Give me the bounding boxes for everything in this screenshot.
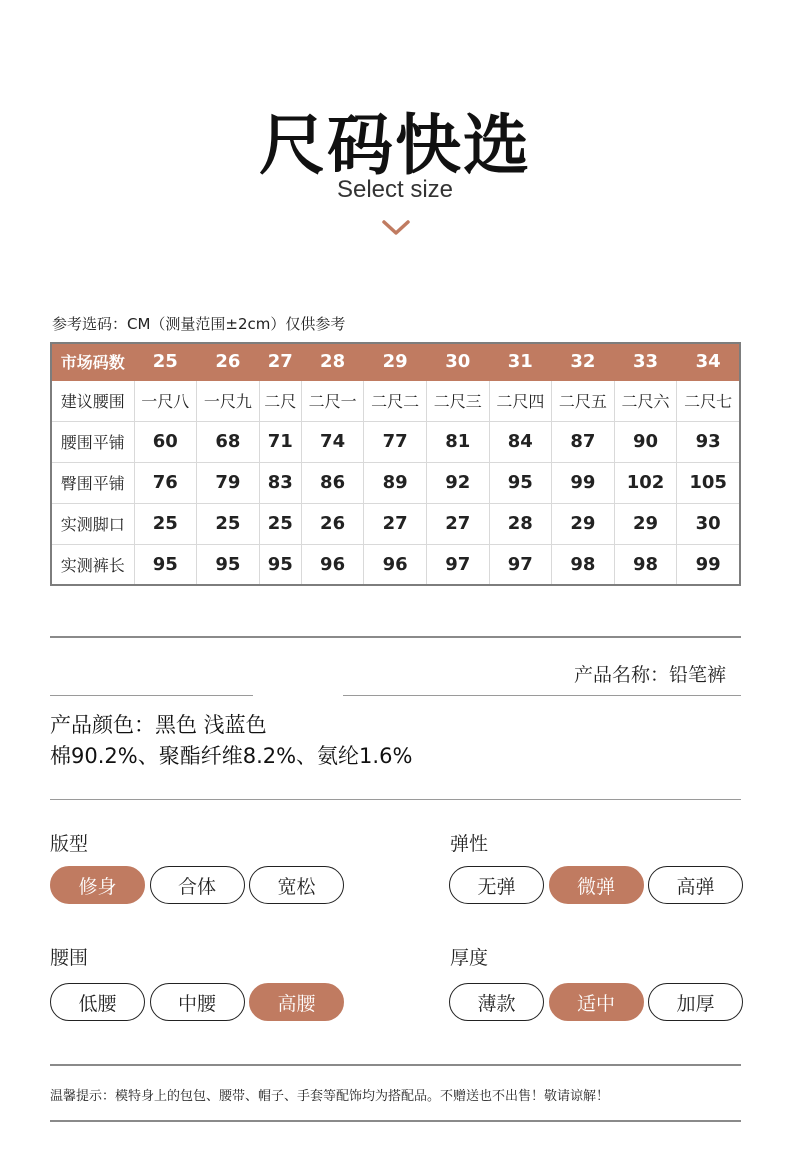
table-cell: 二尺四 xyxy=(489,380,552,421)
table-cell: 102 xyxy=(614,462,677,503)
table-row xyxy=(51,421,740,462)
table-cell: 60 xyxy=(134,421,197,462)
divider xyxy=(50,636,741,638)
waist-label: 腰围 xyxy=(50,947,89,969)
fit-option-pill[interactable]: 宽松 xyxy=(249,866,344,904)
table-cell: 25 xyxy=(197,503,260,544)
table-cell: 98 xyxy=(552,544,615,585)
size-header-cell: 29 xyxy=(364,343,427,380)
row-label: 建议腰围 xyxy=(51,380,134,421)
waist-option-pill[interactable]: 中腰 xyxy=(150,983,245,1021)
table-cell: 29 xyxy=(614,503,677,544)
divider xyxy=(50,799,741,800)
size-header-cell: 33 xyxy=(614,343,677,380)
table-cell: 89 xyxy=(364,462,427,503)
product-name: 产品名称：铅笔裤 xyxy=(573,664,726,686)
table-cell: 76 xyxy=(134,462,197,503)
table-cell: 86 xyxy=(301,462,364,503)
size-header-cell: 30 xyxy=(426,343,489,380)
fit-option-pill[interactable]: 合体 xyxy=(150,866,245,904)
table-cell: 99 xyxy=(552,462,615,503)
table-cell: 87 xyxy=(552,421,615,462)
product-material: 棉90.2%、聚酯纤维8.2%、氨纶1.6% xyxy=(50,744,413,768)
table-cell: 二尺二 xyxy=(364,380,427,421)
size-header-cell: 34 xyxy=(677,343,740,380)
table-row xyxy=(51,503,740,544)
footer-tip: 温馨提示：模特身上的包包、腰带、帽子、手套等配饰均为搭配品。不赠送也不出售！敬请谅解！ xyxy=(50,1089,610,1104)
table-cell: 27 xyxy=(426,503,489,544)
table-cell: 90 xyxy=(614,421,677,462)
divider xyxy=(50,1120,741,1122)
table-cell: 27 xyxy=(364,503,427,544)
table-cell: 95 xyxy=(197,544,260,585)
elasticity-option-pill[interactable]: 无弹 xyxy=(449,866,544,904)
table-cell: 二尺一 xyxy=(301,380,364,421)
elasticity-option-pill[interactable]: 高弹 xyxy=(648,866,743,904)
table-cell: 93 xyxy=(677,421,740,462)
table-cell: 二尺 xyxy=(259,380,301,421)
table-cell: 97 xyxy=(489,544,552,585)
table-row xyxy=(51,462,740,503)
table-cell: 30 xyxy=(677,503,740,544)
row-label: 腰围平铺 xyxy=(51,421,134,462)
table-cell: 96 xyxy=(364,544,427,585)
table-cell: 一尺八 xyxy=(134,380,197,421)
table-cell: 二尺五 xyxy=(552,380,615,421)
size-header-cell: 26 xyxy=(197,343,260,380)
page-title: 尺码快选 xyxy=(259,107,531,184)
waist-option-pill[interactable]: 高腰 xyxy=(249,983,344,1021)
table-cell: 25 xyxy=(134,503,197,544)
table-cell: 25 xyxy=(259,503,301,544)
table-cell: 26 xyxy=(301,503,364,544)
elasticity-option-pill[interactable]: 微弹 xyxy=(549,866,644,904)
waist-option-pill[interactable]: 低腰 xyxy=(50,983,145,1021)
chevron-down-icon xyxy=(381,218,411,238)
fit-label: 版型 xyxy=(50,833,89,855)
row-label: 实测裤长 xyxy=(51,544,134,585)
thickness-label: 厚度 xyxy=(450,947,489,969)
table-cell: 95 xyxy=(489,462,552,503)
size-header-label: 市场码数 xyxy=(51,343,134,380)
size-reference-note: 参考选码：CM（测量范围±2cm）仅供参考 xyxy=(52,315,346,333)
table-cell: 一尺九 xyxy=(197,380,260,421)
table-cell: 99 xyxy=(677,544,740,585)
table-cell: 92 xyxy=(426,462,489,503)
table-cell: 95 xyxy=(134,544,197,585)
table-cell: 81 xyxy=(426,421,489,462)
table-cell: 105 xyxy=(677,462,740,503)
table-row xyxy=(51,544,740,585)
table-cell: 98 xyxy=(614,544,677,585)
table-cell: 77 xyxy=(364,421,427,462)
size-header-cell: 31 xyxy=(489,343,552,380)
table-cell: 96 xyxy=(301,544,364,585)
thickness-option-pill[interactable]: 适中 xyxy=(549,983,644,1021)
size-header-cell: 27 xyxy=(259,343,301,380)
product-colors: 产品颜色：黑色 浅蓝色 xyxy=(50,713,267,737)
thickness-option-pill[interactable]: 加厚 xyxy=(648,983,743,1021)
size-header-cell: 28 xyxy=(301,343,364,380)
divider xyxy=(50,1064,741,1066)
row-label: 臀围平铺 xyxy=(51,462,134,503)
divider xyxy=(50,695,253,696)
size-table-header-row xyxy=(51,343,740,380)
table-cell: 95 xyxy=(259,544,301,585)
table-cell: 二尺三 xyxy=(426,380,489,421)
fit-option-pill[interactable]: 修身 xyxy=(50,866,145,904)
table-row xyxy=(51,380,740,421)
table-cell: 71 xyxy=(259,421,301,462)
table-cell: 74 xyxy=(301,421,364,462)
table-cell: 28 xyxy=(489,503,552,544)
table-cell: 84 xyxy=(489,421,552,462)
thickness-option-pill[interactable]: 薄款 xyxy=(449,983,544,1021)
size-header-cell: 25 xyxy=(134,343,197,380)
table-cell: 97 xyxy=(426,544,489,585)
size-header-cell: 32 xyxy=(552,343,615,380)
table-cell: 29 xyxy=(552,503,615,544)
table-cell: 79 xyxy=(197,462,260,503)
table-cell: 68 xyxy=(197,421,260,462)
divider xyxy=(343,695,741,696)
table-cell: 83 xyxy=(259,462,301,503)
table-cell: 二尺六 xyxy=(614,380,677,421)
row-label: 实测脚口 xyxy=(51,503,134,544)
page-subtitle: Select size xyxy=(336,176,454,203)
elasticity-label: 弹性 xyxy=(450,833,489,855)
size-chart-table xyxy=(50,342,741,586)
table-cell: 二尺七 xyxy=(677,380,740,421)
